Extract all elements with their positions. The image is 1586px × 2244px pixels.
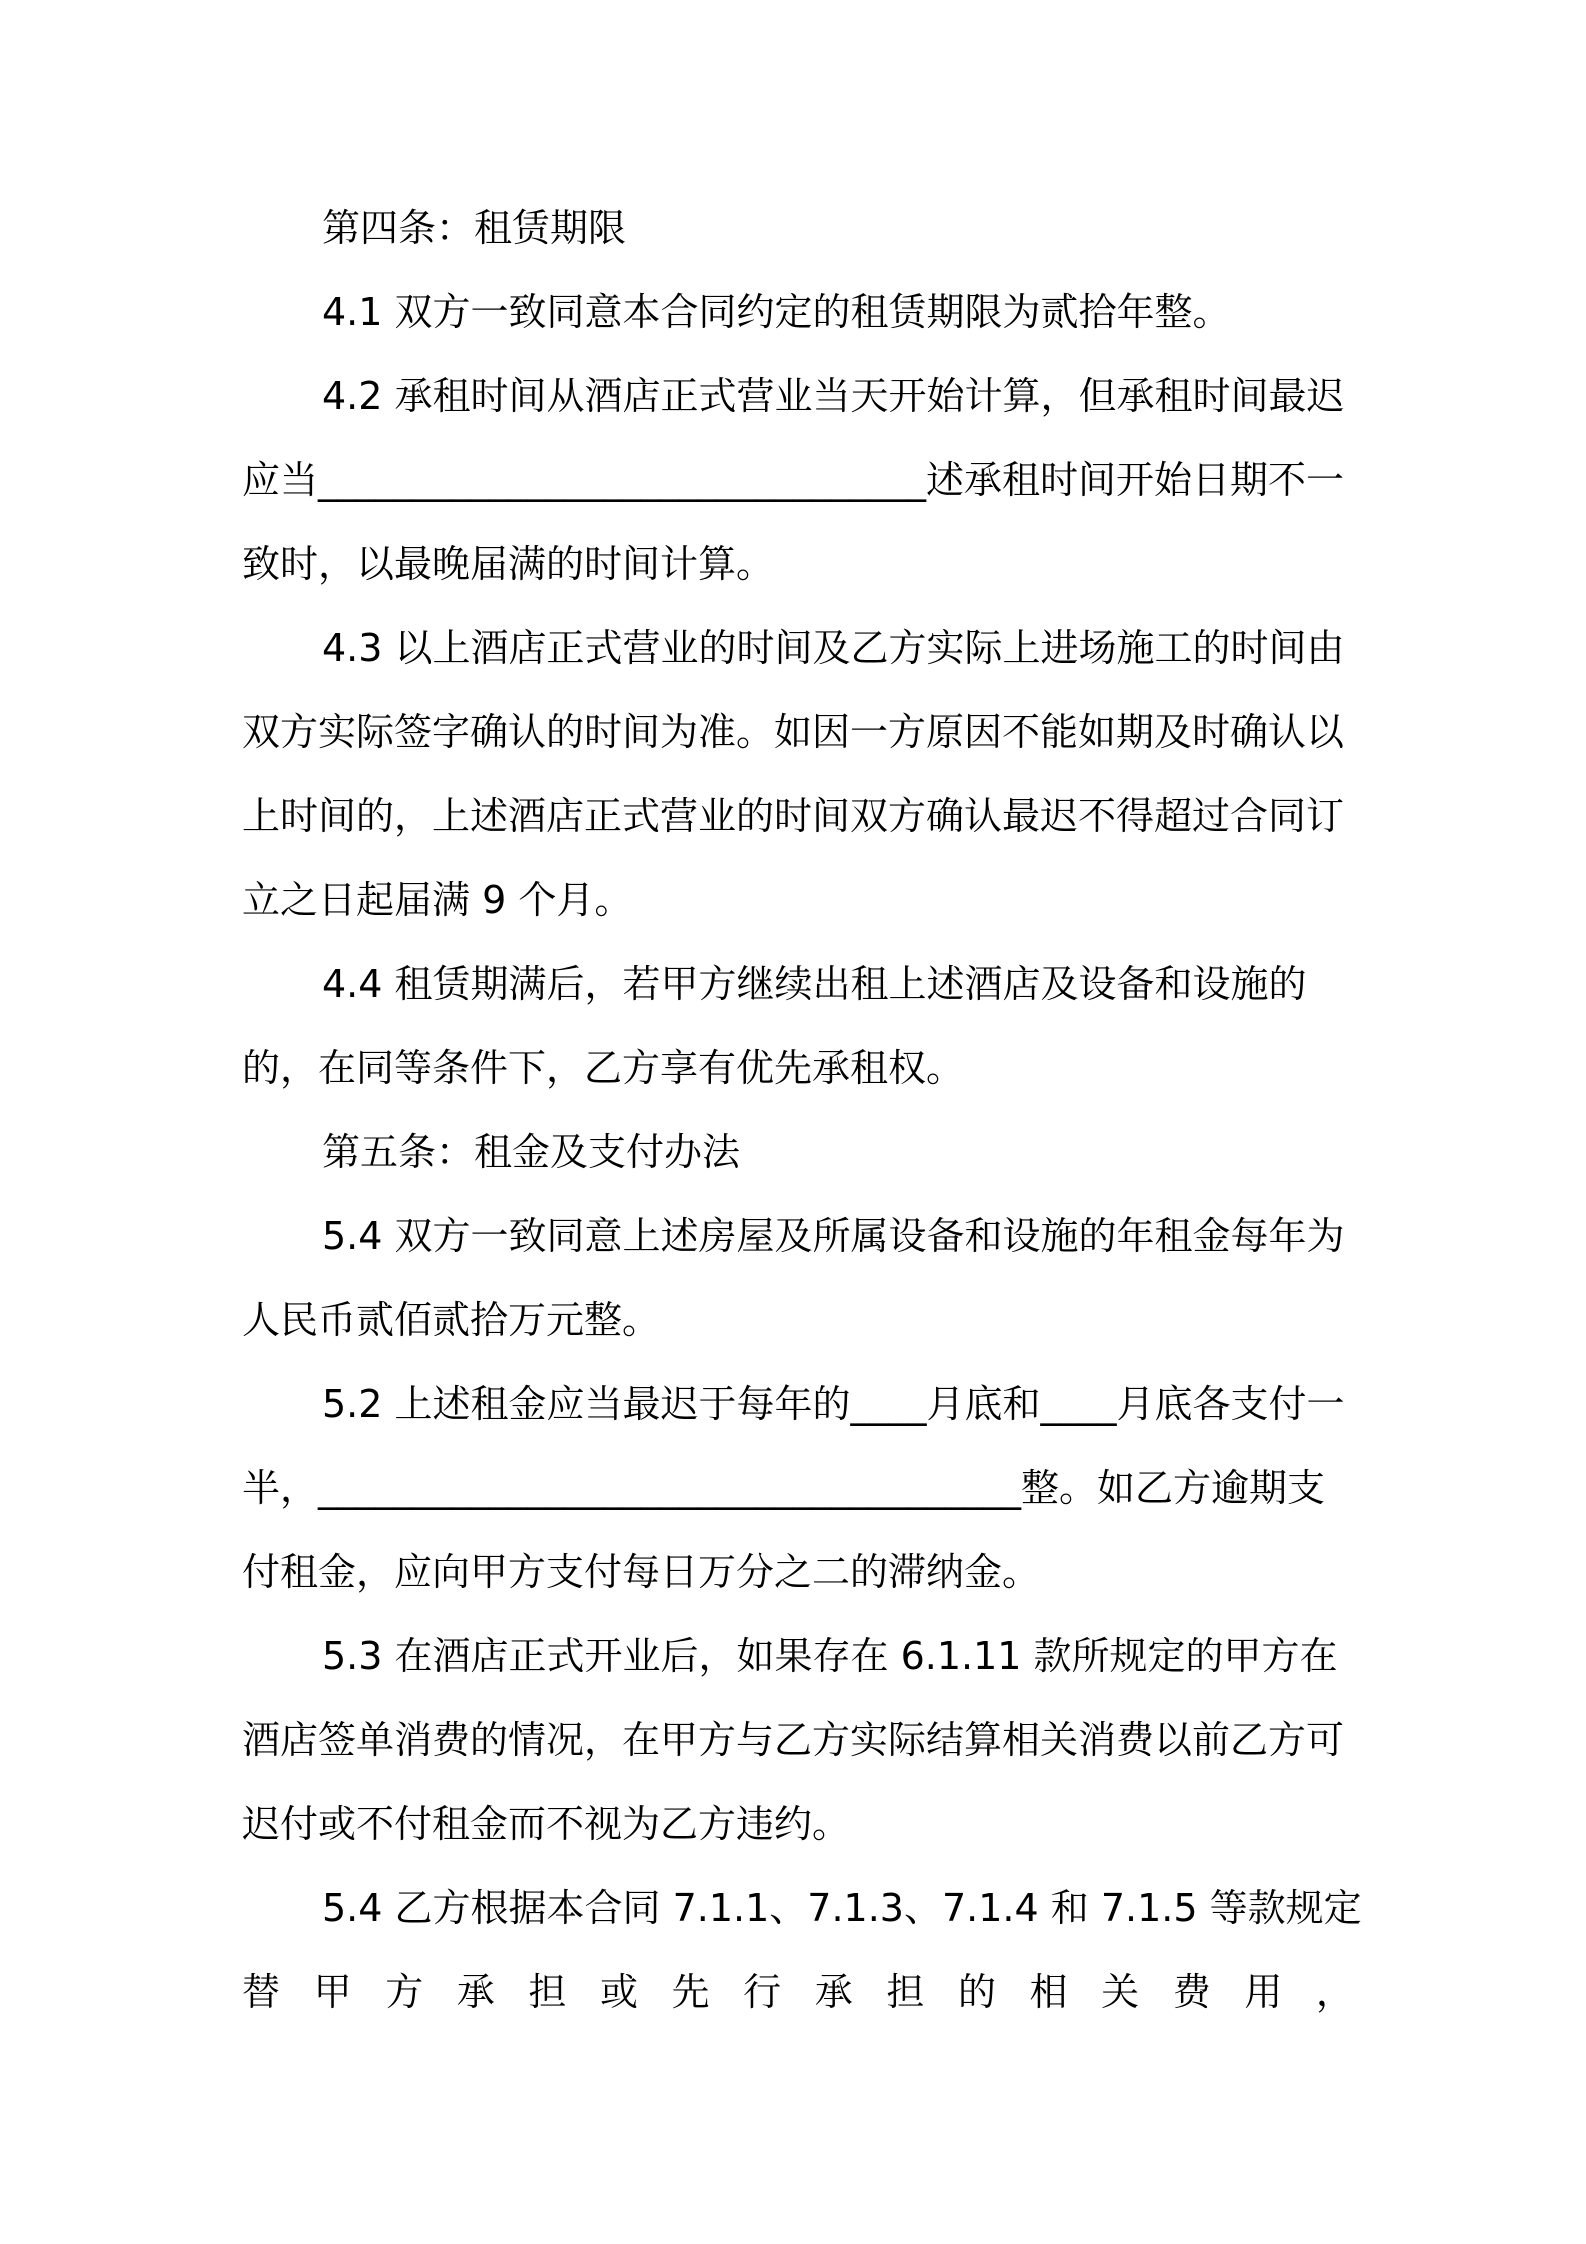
- clause-4-1: 4.1 双方一致同意本合同约定的租赁期限为贰拾年整。: [322, 290, 1231, 334]
- char: 甲: [313, 1970, 352, 2014]
- char: 承: [814, 1970, 853, 2014]
- char: 担: [886, 1970, 925, 2014]
- clause-4-4: 4.4 租赁期满后，若甲方继续出租上述酒店及设备和设施的的，在同等条件下，乙方享有优先承租权。: [242, 962, 1307, 1090]
- clause-5-3: 5.3 在酒店正式开业后，如果存在 6.1.11 款所规定的甲方在酒店签单消费的情况，在甲方与乙方实际结算相关消费以前乙方可迟付或不付租金而不视为乙方违约。: [242, 1634, 1345, 1846]
- char: 用: [1244, 1970, 1283, 2014]
- article-5-heading: 第五条：租金及支付办法: [322, 1130, 741, 1174]
- char: 或: [599, 1970, 638, 2014]
- char: 行: [743, 1970, 782, 2014]
- char: 方: [385, 1970, 424, 2014]
- char: 相: [1029, 1970, 1068, 2014]
- clause-5-4-rent: 5.4 双方一致同意上述房屋及所属设备和设施的年租金每年为人民币贰佰贰拾万元整。: [242, 1214, 1345, 1342]
- char: 担: [528, 1970, 567, 2014]
- char: ，: [1315, 1970, 1354, 2014]
- clause-5-2: 5.2 上述租金应当最迟于每年的____月底和____月底各支付一半，_____________________________________整。如乙方逾期支付租金，应向甲方支付每日万分之二的滞纳金。: [242, 1382, 1345, 1594]
- char: 的: [957, 1970, 996, 2014]
- char: 承: [456, 1970, 495, 2014]
- clause-4-3: 4.3 以上酒店正式营业的时间及乙方实际上进场施工的时间由双方实际签字确认的时间为准。如因一方原因不能如期及时确认以上时间的，上述酒店正式营业的时间双方确认最迟不得超过合同订立之日起届满 9 个月。: [242, 626, 1345, 922]
- char: 关: [1101, 1970, 1140, 2014]
- article-4-heading: 第四条：租赁期限: [322, 206, 627, 250]
- char: 先: [671, 1970, 710, 2014]
- clause-5-4-line-1: 5.4 乙方根据本合同 7.1.1、7.1.3、7.1.4 和 7.1.5 等款规定: [322, 1886, 1362, 1930]
- char: 费: [1172, 1970, 1211, 2014]
- char: 替: [242, 1970, 281, 2014]
- clause-5-4-line-2: [242, 1950, 1354, 2034]
- clause-4-2: 4.2 承租时间从酒店正式营业当天开始计算，但承租时间最迟应当________________________________述承租时间开始日期不一致时，以最晚届满的时间计算。: [242, 374, 1345, 586]
